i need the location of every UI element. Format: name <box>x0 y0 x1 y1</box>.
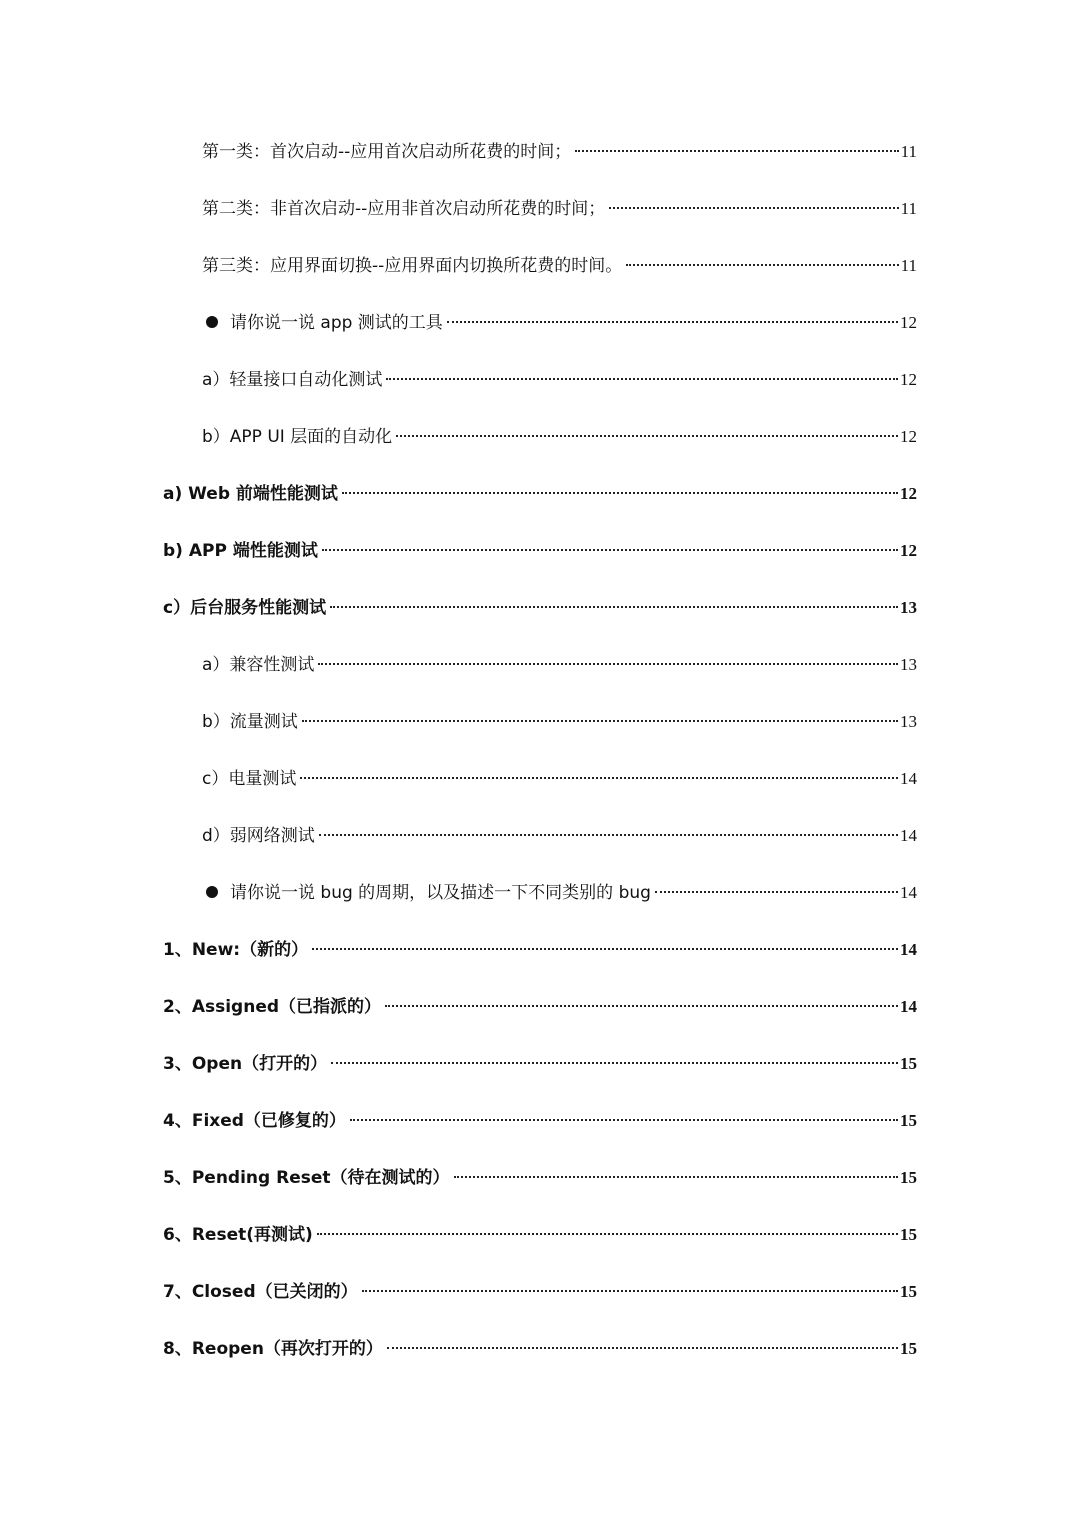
dot-leader <box>575 150 898 152</box>
dot-leader <box>300 777 898 779</box>
toc-page-number: 13 <box>900 712 917 731</box>
toc-entry-text: c）电量测试 <box>202 769 297 789</box>
toc-page-number: 14 <box>900 997 917 1016</box>
toc-page-number: 13 <box>900 655 917 674</box>
toc-page-number: 15 <box>900 1168 917 1187</box>
toc-page-number: 12 <box>900 313 917 332</box>
dot-leader <box>447 321 898 323</box>
dot-leader <box>342 492 898 494</box>
toc-page-number: 15 <box>900 1111 917 1130</box>
toc-page-number: 12 <box>900 370 917 389</box>
toc-entry[interactable] <box>163 935 917 965</box>
toc-entry-text: 第三类：应用界面切换--应用界面内切换所花费的时间。 <box>202 256 623 276</box>
toc-entry[interactable] <box>202 878 917 908</box>
dot-leader <box>385 1005 898 1007</box>
toc-page-number: 14 <box>900 883 917 902</box>
toc-entry-text: 5、Pending Reset（待在测试的） <box>163 1168 450 1188</box>
toc-page-number: 14 <box>900 769 917 788</box>
toc-entry[interactable] <box>202 194 917 224</box>
toc-entry-text: 4、Fixed（已修复的） <box>163 1111 346 1131</box>
toc-entry-text: b) APP 端性能测试 <box>163 541 318 561</box>
toc-entry-text: 8、Reopen（再次打开的） <box>163 1339 383 1359</box>
toc-page-number: 11 <box>900 142 917 161</box>
toc-page-number: 12 <box>900 541 917 560</box>
toc-entry-text: a) Web 前端性能测试 <box>163 484 338 504</box>
toc-entry[interactable] <box>202 707 917 737</box>
dot-leader <box>386 378 898 380</box>
toc-page-number: 11 <box>900 256 917 275</box>
dot-leader <box>318 663 898 665</box>
toc-entry-text: a）兼容性测试 <box>202 655 315 675</box>
toc-entry[interactable] <box>163 1334 917 1364</box>
toc-entry[interactable] <box>163 479 917 509</box>
dot-leader <box>350 1119 898 1121</box>
toc-entry[interactable] <box>202 251 917 281</box>
toc-entry[interactable] <box>202 821 917 851</box>
dot-leader <box>387 1347 898 1349</box>
bullet-dot-icon <box>206 886 218 898</box>
dot-leader <box>319 834 898 836</box>
toc-entry-text: 1、New:（新的） <box>163 940 309 960</box>
toc-entry[interactable] <box>202 137 917 167</box>
toc-entry[interactable] <box>163 1106 917 1136</box>
toc-page-number: 12 <box>900 427 917 446</box>
toc-entry[interactable] <box>202 308 917 338</box>
dot-leader <box>609 207 898 209</box>
toc-entry[interactable] <box>163 1220 917 1250</box>
dot-leader <box>330 606 898 608</box>
toc-entry[interactable] <box>202 422 917 452</box>
dot-leader <box>331 1062 898 1064</box>
toc-entry-text: 第一类：首次启动--应用首次启动所花费的时间； <box>202 142 572 162</box>
dot-leader <box>302 720 898 722</box>
toc-entry[interactable] <box>163 992 917 1022</box>
toc-entry-text: 6、Reset(再测试) <box>163 1225 313 1245</box>
toc-page-number: 14 <box>900 826 917 845</box>
toc-entry-text: b）APP UI 层面的自动化 <box>202 427 393 447</box>
toc-entry-text: 3、Open（打开的） <box>163 1054 328 1074</box>
toc-page-number: 14 <box>900 940 917 959</box>
toc-entry[interactable] <box>163 593 917 623</box>
dot-leader <box>317 1233 898 1235</box>
toc-page-number: 13 <box>900 598 917 617</box>
dot-leader <box>454 1176 898 1178</box>
dot-leader <box>362 1290 898 1292</box>
toc-page-number: 15 <box>900 1282 917 1301</box>
toc-page-number: 15 <box>900 1054 917 1073</box>
toc-entry[interactable] <box>163 1277 917 1307</box>
toc-entry-text: 请你说一说 app 测试的工具 <box>230 313 443 333</box>
dot-leader <box>312 948 898 950</box>
toc-page-number: 11 <box>900 199 917 218</box>
toc-entry-text: 请你说一说 bug 的周期，以及描述一下不同类别的 bug <box>230 883 651 903</box>
toc-entry[interactable] <box>202 650 917 680</box>
toc-entry-text: 2、Assigned（已指派的） <box>163 997 382 1017</box>
toc-page-number: 12 <box>900 484 917 503</box>
toc-page-number: 15 <box>900 1225 917 1244</box>
dot-leader <box>655 891 898 893</box>
toc-entry-text: a）轻量接口自动化测试 <box>202 370 383 390</box>
toc-entry[interactable] <box>202 764 917 794</box>
toc-entry-text: 第二类：非首次启动--应用非首次启动所花费的时间； <box>202 199 606 219</box>
toc-entry-text: 7、Closed（已关闭的） <box>163 1282 358 1302</box>
toc-page-number: 15 <box>900 1339 917 1358</box>
toc-entry[interactable] <box>163 1049 917 1079</box>
toc-entry[interactable] <box>163 536 917 566</box>
bullet-dot-icon <box>206 316 218 328</box>
toc-entry-text: c）后台服务性能测试 <box>163 598 327 618</box>
toc-entry-text: d）弱网络测试 <box>202 826 315 846</box>
toc-entry[interactable] <box>202 365 917 395</box>
dot-leader <box>322 549 898 551</box>
dot-leader <box>626 264 898 266</box>
dot-leader <box>396 435 898 437</box>
toc-entry[interactable] <box>163 1163 917 1193</box>
toc-entry-text: b）流量测试 <box>202 712 298 732</box>
